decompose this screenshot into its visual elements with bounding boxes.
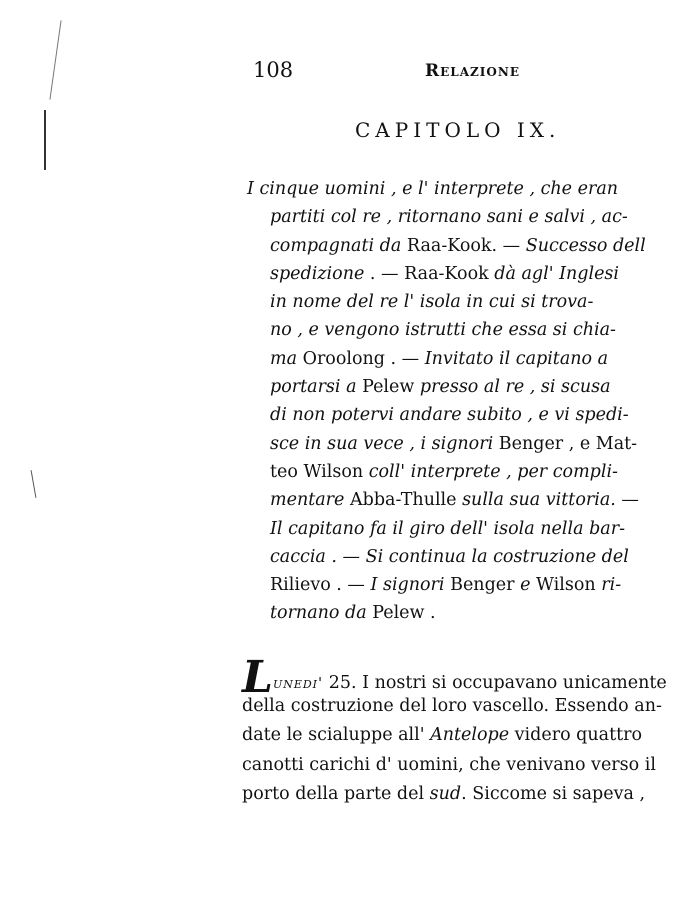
text-segment: Oroolong . — xyxy=(297,348,425,369)
text-segment: porto della parte del xyxy=(242,784,430,805)
text-segment: in nome del re l' isola in cui si trova- xyxy=(270,292,594,313)
summary-line xyxy=(247,486,677,514)
text-segment: caccia . — Si continua la costruzione del xyxy=(270,546,629,567)
summary-line xyxy=(247,430,677,458)
page-header xyxy=(253,58,677,88)
first-word: unedi' xyxy=(272,674,324,692)
text-segment: ma xyxy=(270,348,298,369)
summary-line xyxy=(247,515,677,543)
text-segment: I cinque uomini , e l' interprete , che eran xyxy=(247,179,619,199)
summary-line xyxy=(247,260,677,288)
text-segment: Invitato il capitano a xyxy=(424,348,609,369)
body-line xyxy=(242,652,677,703)
text-segment: coll' interprete , per compli- xyxy=(368,461,618,482)
text-segment: portarsi a xyxy=(270,377,357,398)
body-line xyxy=(242,721,677,751)
summary-line xyxy=(247,345,677,373)
text-segment: partiti col re , ritornano sani e salvi , ac- xyxy=(270,207,628,228)
text-segment: dà agl' Inglesi xyxy=(494,263,620,284)
summary-line xyxy=(247,175,677,203)
summary-line xyxy=(247,401,677,429)
summary-line xyxy=(247,316,677,344)
scan-mark xyxy=(49,20,61,99)
text-segment: ri- xyxy=(601,575,622,596)
chapter-summary xyxy=(247,175,677,628)
text-segment: e xyxy=(520,575,531,596)
text-segment: sud xyxy=(429,784,462,805)
scan-mark xyxy=(44,110,46,170)
text-segment: teo Wilson xyxy=(270,461,369,482)
text-segment: sulla sua vittoria. — xyxy=(462,490,639,511)
page-number: 108 xyxy=(253,58,294,82)
text-segment: Il capitano fa il giro dell' isola nella bar- xyxy=(270,518,625,539)
text-segment: sce in sua vece , i signori xyxy=(270,433,494,454)
text-segment: compagnati xyxy=(270,235,380,256)
running-title: Relazione xyxy=(425,61,520,81)
text-segment: Rilievo . — xyxy=(270,575,371,596)
text-segment: no , e vengono istrutti che essa si chia- xyxy=(270,320,616,341)
text-segment: Pelew xyxy=(356,377,420,398)
text-segment: Benger xyxy=(444,575,521,596)
text-segment: Antelope xyxy=(430,725,510,746)
text-segment: della costruzione del loro vascello. Essendo an- xyxy=(242,695,662,716)
text-segment: Successo dell xyxy=(525,235,646,256)
text-segment: canotti carichi d' uomini, che venivano verso il xyxy=(242,754,656,775)
text-segment: date le scialuppe all' xyxy=(242,725,431,746)
text-segment: videro quattro xyxy=(509,725,643,746)
chapter-title: CAPITOLO IX. xyxy=(355,118,561,142)
text-segment: di non potervi andare subito , e vi spedi- xyxy=(270,405,629,426)
first-line-text: 25. I nostri si occupavano unicamente xyxy=(323,673,667,693)
body-line xyxy=(242,692,677,722)
drop-cap: L xyxy=(242,652,273,703)
summary-line xyxy=(247,203,677,231)
text-segment: Wilson xyxy=(530,575,602,596)
summary-line xyxy=(247,543,677,571)
text-segment: spedizione xyxy=(270,263,365,284)
summary-line xyxy=(247,288,677,316)
summary-line xyxy=(247,571,677,599)
text-segment: da xyxy=(379,235,402,256)
summary-line xyxy=(247,373,677,401)
text-segment: Pelew . xyxy=(366,603,436,624)
body-text xyxy=(242,652,677,810)
text-segment: presso al re , si scusa xyxy=(419,377,611,398)
text-segment: . Siccome si sapeva , xyxy=(461,784,646,805)
summary-line xyxy=(247,458,677,486)
scan-mark xyxy=(31,470,37,498)
summary-line xyxy=(247,599,677,627)
text-segment: mentare xyxy=(270,490,345,511)
text-segment: I signori xyxy=(370,575,445,596)
body-line xyxy=(242,780,677,810)
text-segment: Benger , e Mat- xyxy=(493,433,638,454)
summary-line xyxy=(247,232,677,260)
text-segment: Abba-Thulle xyxy=(344,490,463,511)
body-line xyxy=(242,751,677,781)
text-segment: . — Raa-Kook xyxy=(364,263,495,284)
text-segment: Raa-Kook. — xyxy=(401,235,526,256)
text-segment: tornano da xyxy=(270,603,367,624)
